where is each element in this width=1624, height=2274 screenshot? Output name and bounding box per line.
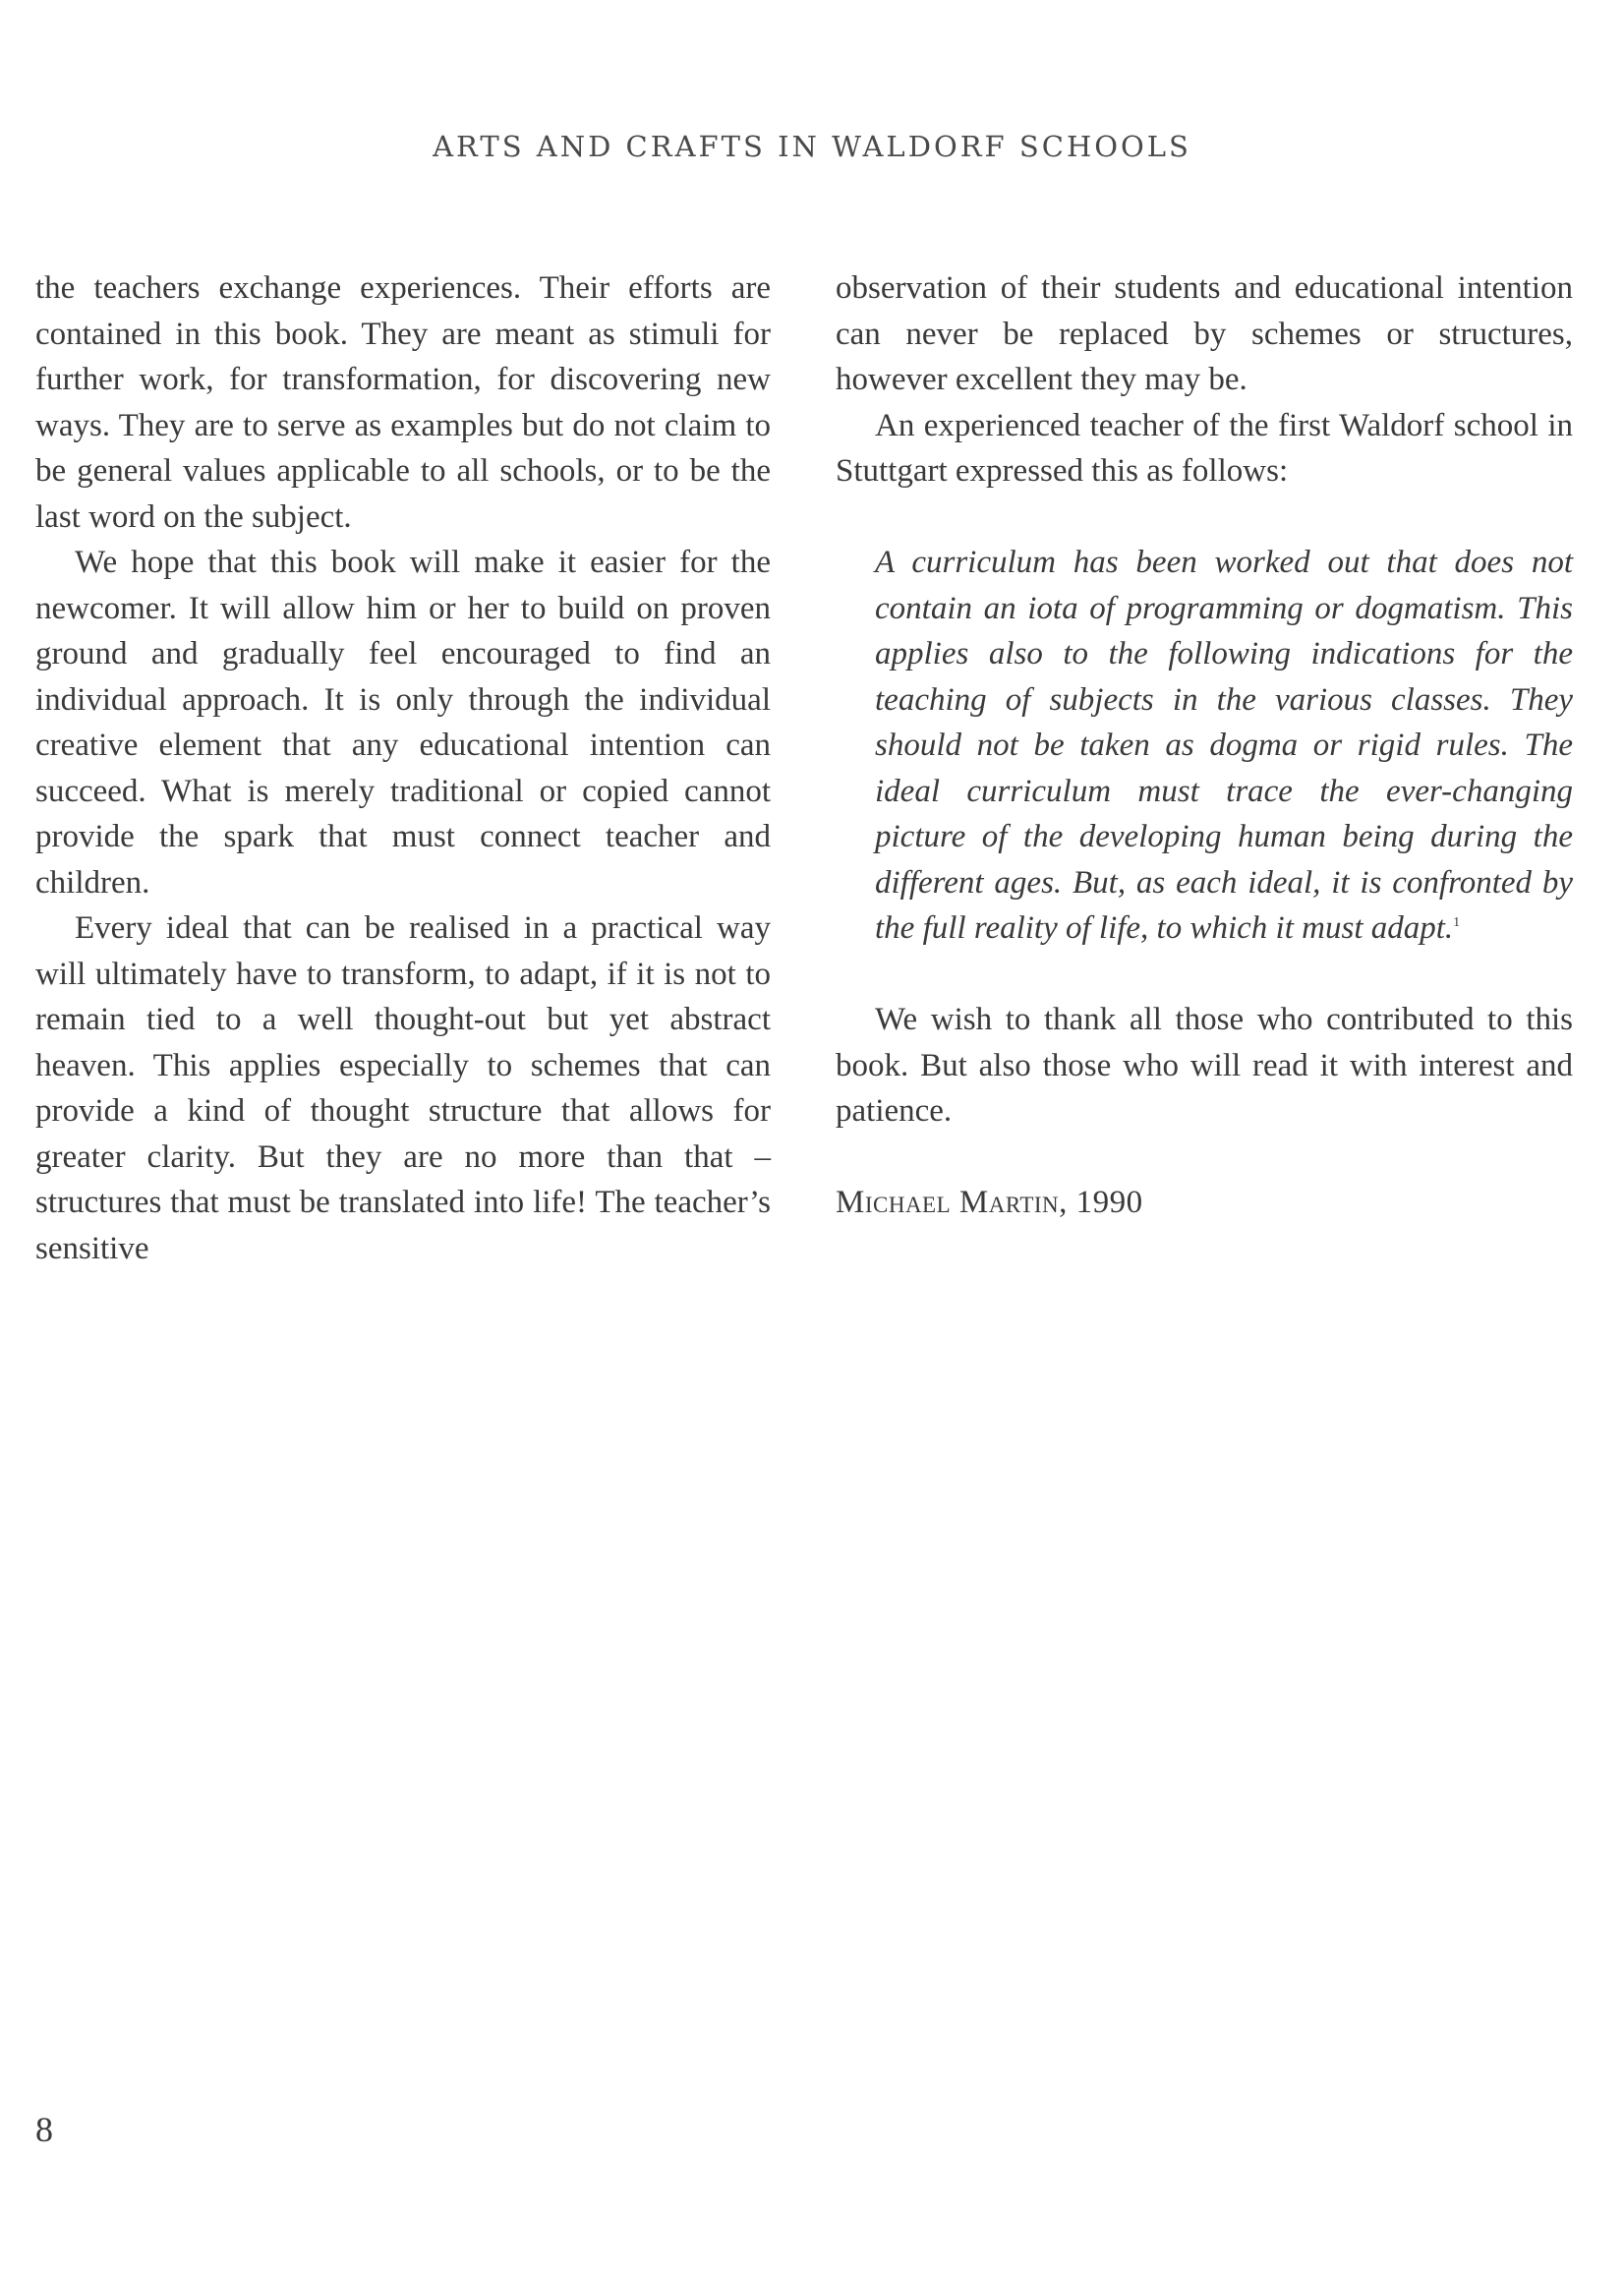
right-paragraph-2: An experienced teacher of the first Waldorf school in Stuttgart expressed this as follows: <box>836 407 1573 489</box>
footnote-marker: 1 <box>1453 915 1461 930</box>
right-paragraph-1: observation of their students and educational intention can never be replaced by schemes or structures, however excellent they may be. <box>836 270 1573 397</box>
right-column <box>836 265 1573 1226</box>
page-number: 8 <box>35 2110 53 2149</box>
left-paragraph-1: the teachers exchange experiences. Their efforts are contained in this book. They are meant as stimuli for further work, for transformation, for discovering new ways. They are to serve as examples but do not claim to be general values applicable to all schools, or to be the last word on the subject. <box>35 270 771 535</box>
signature: Michael Martin, 1990 <box>836 1185 1143 1220</box>
left-paragraph-2: We hope that this book will make it easier for the newcomer. It will allow him or her to build on proven ground and gradually feel encouraged to find an individual approach. It is only through the individual creative element that any educational intention can succeed. What is merely traditional or copied cannot provide the spark that must connect teacher and children. <box>35 545 771 901</box>
right-paragraph-3: We wish to thank all those who contributed to this book. But also those who will read it with interest and patience. <box>836 1002 1573 1129</box>
left-paragraph-3: Every ideal that can be realised in a practical way will ultimately have to transform, to adapt, if it is not to remain tied to a well thought-out but yet abstract heaven. This applies especially to schemes that can provide a kind of thought structure that allows for greater clarity. But they are no more than that – structures that must be translated into life! The teacher’s sensitive <box>35 910 771 1266</box>
block-quote <box>875 540 1573 952</box>
block-quote-text: A curriculum has been worked out that does not contain an iota of programming or dogmatism. This applies also to the following indications for the teaching of subjects in the various classes. They should not be taken as dogma or rigid rules. The ideal curriculum must trace the ever-changing picture of the developing human being during the different ages. But, as each ideal, it is confronted by the full reality of life, to which it must adapt. <box>875 545 1573 946</box>
running-head: ARTS AND CRAFTS IN WALDORF SCHOOLS <box>433 130 1191 163</box>
left-column <box>35 265 771 1271</box>
